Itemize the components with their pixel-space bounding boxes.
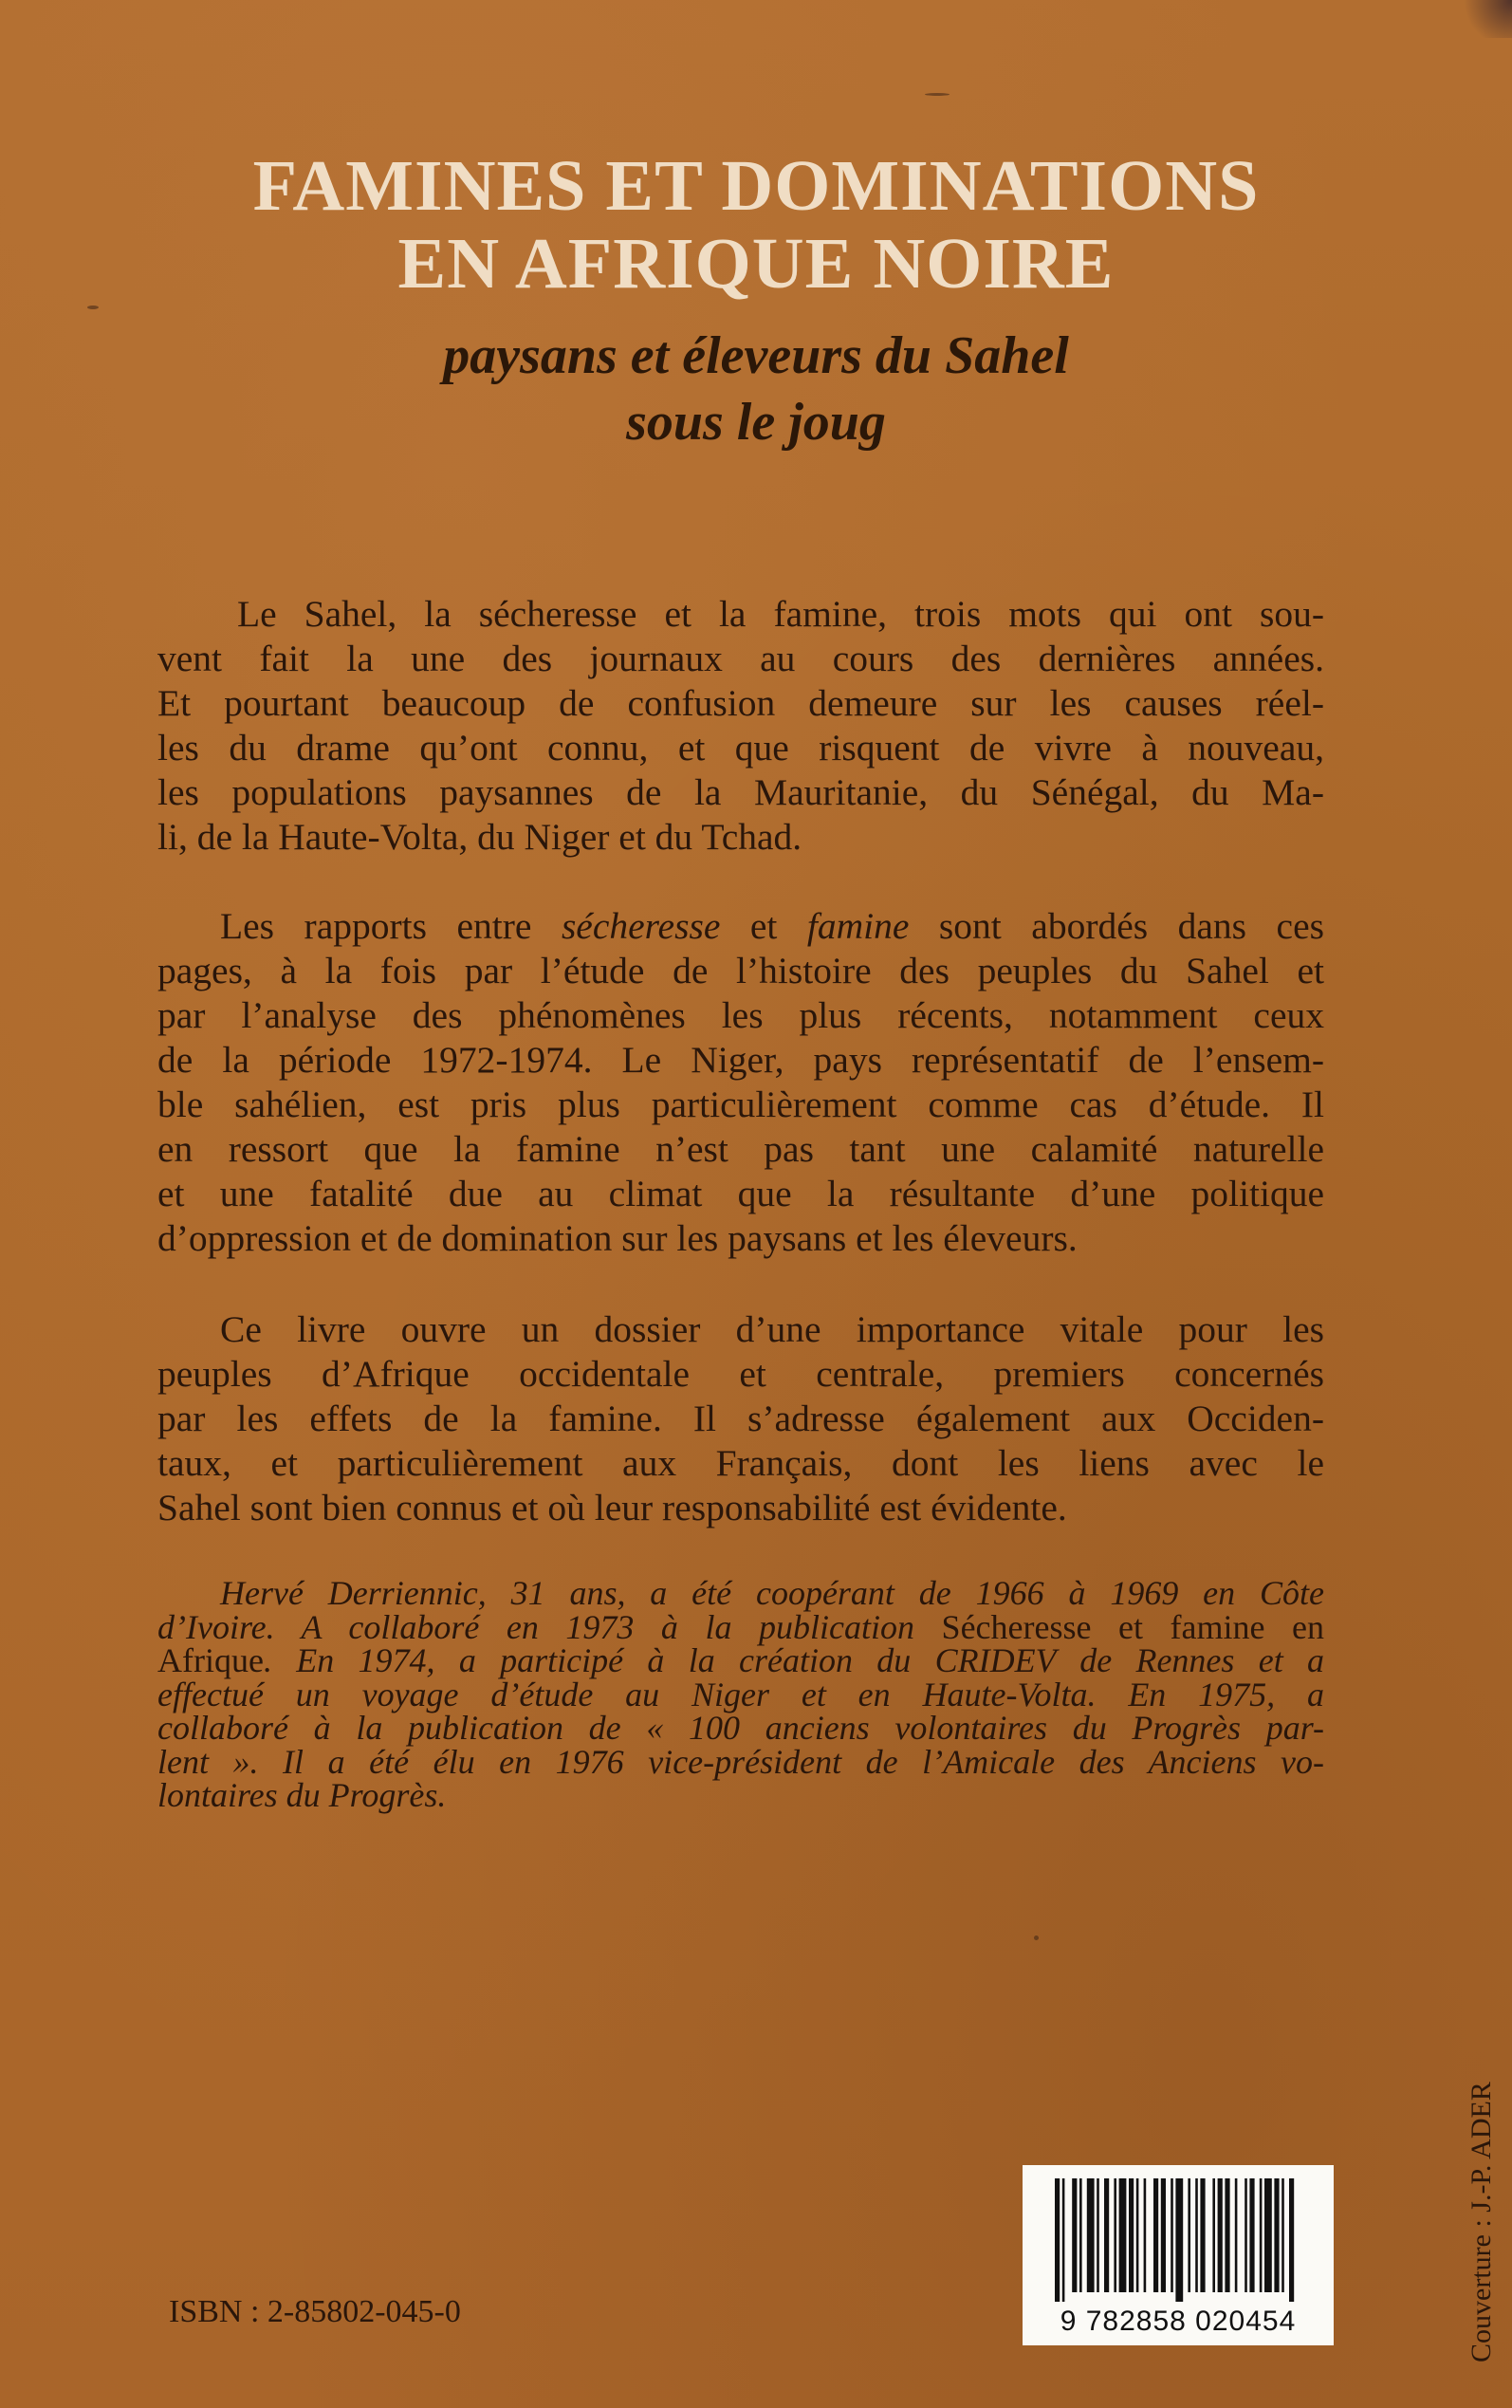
barcode-number: 9 782858 020454	[1060, 2306, 1297, 2337]
barcode-bar	[1171, 2178, 1173, 2292]
barcode	[1023, 2165, 1334, 2345]
bio-line	[157, 1607, 1324, 1646]
barcode-bar	[1195, 2178, 1198, 2292]
bio-line: Hervé Derriennic, 31 ans, a été coopérant de 1966 à 1969 en Côte	[220, 1574, 1324, 1612]
text-line: d’oppression et de domination sur les paysans et les éleveurs.	[157, 1217, 1078, 1259]
barcode-bar	[1055, 2178, 1060, 2302]
barcode-bar	[1072, 2178, 1077, 2292]
barcode-bar	[1225, 2178, 1229, 2292]
text-line: vent fait la une des journaux au cours des dernières années.	[157, 638, 1324, 679]
text-line: et une fatalité due au climat que la résultante d’une politique	[157, 1173, 1324, 1214]
subtitle-line: sous le joug	[626, 393, 886, 452]
text-line: Et pourtant beaucoup de confusion demeure sur les causes réel-	[157, 682, 1324, 724]
book-title	[0, 147, 1512, 303]
barcode-bars	[1023, 2165, 1334, 2307]
barcode-bar	[1274, 2178, 1279, 2292]
cover-credit: Couverture : J.-P. ADER	[1466, 2082, 1497, 2362]
book-subtitle	[0, 323, 1512, 455]
barcode-bar	[1188, 2178, 1190, 2292]
text-line: par les effets de la famine. Il s’adresse également aux Occiden-	[157, 1398, 1324, 1439]
text-line: peuples d’Afrique occidentale et centrale, premiers concernés	[157, 1353, 1324, 1395]
barcode-bar	[1264, 2178, 1272, 2292]
barcode-bar	[1218, 2178, 1223, 2292]
barcode-bar	[1245, 2178, 1247, 2292]
text-line: les du drame qu’ont connu, et que risquent de vivre à nouveau,	[157, 727, 1324, 769]
barcode-bar	[1114, 2178, 1116, 2292]
text-line: taux, et particulièrement aux Français, dont les liens avec le	[157, 1442, 1324, 1484]
barcode-bar	[1289, 2178, 1294, 2302]
author-biography	[157, 1574, 1324, 1814]
bio-line	[157, 1641, 1324, 1679]
barcode-bar	[1119, 2178, 1127, 2292]
text-run: sont abordés dans ces	[909, 905, 1324, 947]
barcode-bar	[1212, 2178, 1215, 2292]
text-line: li, de la Haute-Volta, du Niger et du Tchad.	[157, 816, 802, 858]
title-line: EN AFRIQUE NOIRE	[397, 224, 1115, 304]
barcode-bar	[1282, 2178, 1284, 2292]
scan-speck	[925, 93, 950, 96]
barcode-bar	[1144, 2178, 1147, 2292]
barcode-bar	[1200, 2178, 1205, 2292]
summary-paragraph-3	[157, 1307, 1324, 1530]
scan-speck	[87, 306, 99, 309]
text-line: ble sahélien, est pris plus particulièrement comme cas d’étude. Il	[157, 1084, 1324, 1125]
barcode-bar	[1062, 2178, 1065, 2302]
text-run: Les rapports entre	[220, 905, 562, 947]
summary-paragraph-1	[157, 592, 1324, 860]
emphasis-secheresse: sécheresse	[561, 905, 721, 947]
barcode-bar	[1129, 2178, 1134, 2292]
barcode-bar	[1136, 2178, 1139, 2292]
barcode-bar	[1097, 2178, 1099, 2292]
isbn-label: ISBN : 2-85802-045-0	[169, 2294, 461, 2329]
text-run: d’Ivoire. A collaboré en 1973 à la publication	[157, 1607, 942, 1646]
cited-title: Sécheresse et famine en	[941, 1607, 1324, 1646]
bio-line: collaboré à la publication de « 100 anciens volontaires du Progrès par-	[157, 1709, 1324, 1747]
barcode-bar	[1079, 2178, 1082, 2292]
emphasis-famine: famine	[806, 905, 910, 947]
bio-line: effectué un voyage d’étude au Niger et en Haute-Volta. En 1975, a	[157, 1675, 1324, 1713]
text-line: pages, à la fois par l’étude de l’histoire des peuples du Sahel et	[157, 950, 1324, 991]
scan-corner-shadow	[1455, 0, 1512, 38]
bio-line: lent ». Il a été élu en 1976 vice-président de l’Amicale des Anciens vo-	[157, 1742, 1324, 1781]
text-run: et	[720, 905, 807, 947]
title-line: FAMINES ET DOMINATIONS	[252, 146, 1260, 226]
text-line: les populations paysannes de la Mauritanie, du Sénégal, du Ma-	[157, 771, 1324, 813]
subtitle-line: paysans et éleveurs du Sahel	[443, 326, 1069, 385]
barcode-bar	[1161, 2178, 1166, 2292]
barcode-bar	[1104, 2178, 1109, 2292]
bio-line: lontaires du Progrès.	[157, 1776, 447, 1814]
summary-paragraph-2	[157, 904, 1324, 1261]
barcode-bar	[1175, 2178, 1183, 2302]
barcode-bar	[1260, 2178, 1263, 2292]
barcode-bar	[1249, 2178, 1254, 2292]
text-line: de la période 1972-1974. Le Niger, pays représentatif de l’ensem-	[157, 1039, 1324, 1081]
text-line: par l’analyse des phénomènes les plus récents, notamment ceux	[157, 994, 1324, 1036]
barcode-bar	[1087, 2178, 1095, 2292]
cited-title: Afrique	[157, 1641, 264, 1679]
text-line: en ressort que la famine n’est pas tant une calamité naturelle	[157, 1128, 1324, 1170]
text-line	[157, 904, 1324, 949]
barcode-bar	[1153, 2178, 1158, 2292]
text-line: Le Sahel, la sécheresse et la famine, trois mots qui ont sou-	[237, 593, 1324, 635]
barcode-bar	[1235, 2178, 1238, 2292]
text-line: Ce livre ouvre un dossier d’une importance vitale pour les	[220, 1308, 1324, 1350]
scan-speck	[1034, 1936, 1039, 1940]
text-line: Sahel sont bien connus et où leur responsabilité est évidente.	[157, 1487, 1067, 1528]
text-run: . En 1974, a participé à la création du CRIDEV de Rennes et a	[263, 1641, 1324, 1679]
